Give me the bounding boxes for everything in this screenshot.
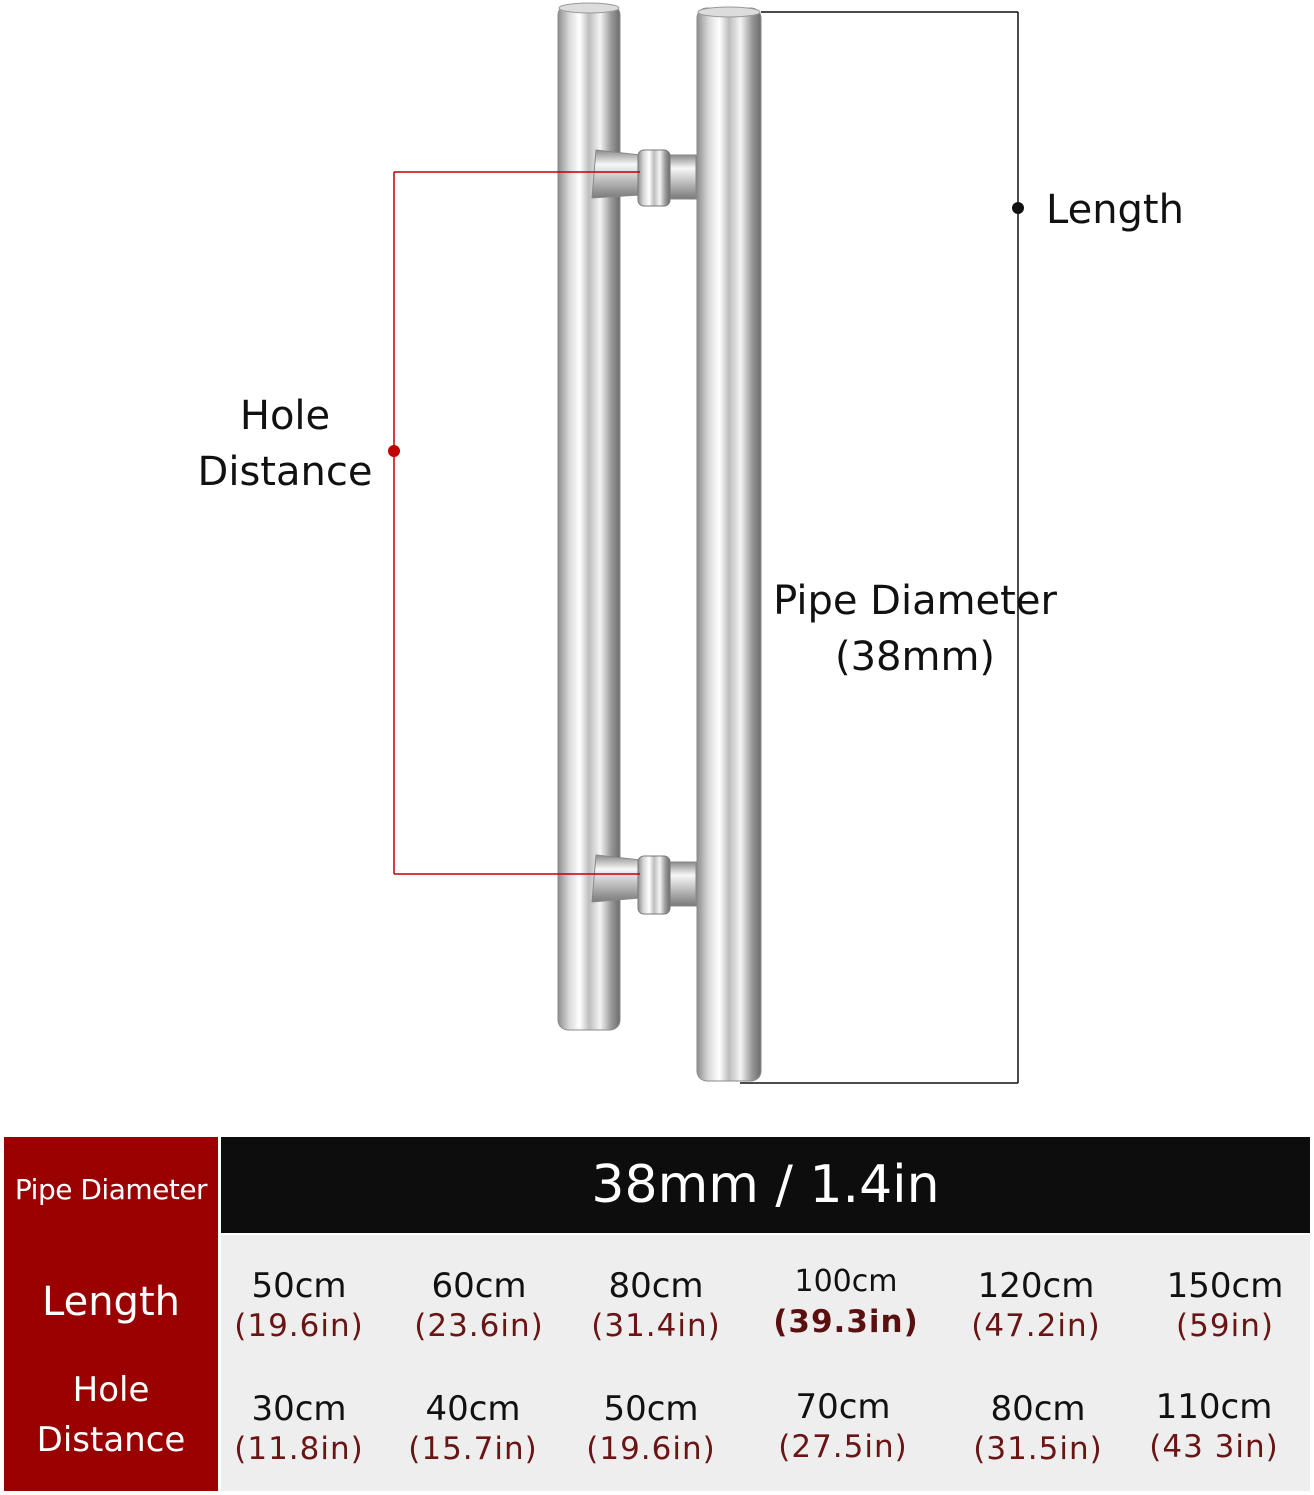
hole-distance-cell <box>753 1386 933 1466</box>
front-bar <box>697 7 761 1081</box>
hole-distance-cell <box>948 1388 1128 1468</box>
length-cm: 50cm <box>251 1266 347 1306</box>
pipe-diameter-label-line2: (38mm) <box>834 634 996 680</box>
length-cm: 60cm <box>431 1266 527 1306</box>
length-marker-dot <box>1012 202 1024 214</box>
pipe-diameter-label-line1: Pipe Diameter <box>773 578 1057 624</box>
hole-distance-cell <box>383 1388 563 1468</box>
length-in: (47.2in) <box>971 1308 1101 1344</box>
length-cm: 100cm <box>794 1264 898 1299</box>
length-dimension-line <box>740 12 1018 1083</box>
hole-distance-cell <box>561 1388 741 1468</box>
hole-distance-cm: 110cm <box>1155 1387 1273 1427</box>
pipe-diameter-label <box>760 573 1070 685</box>
hole-distance-cell <box>209 1388 389 1468</box>
length-label: Length <box>1046 187 1184 233</box>
row-label-hole-line2: Distance <box>36 1420 186 1460</box>
length-cm: 80cm <box>608 1266 704 1306</box>
length-cm: 150cm <box>1166 1266 1284 1306</box>
pipe-diameter-bar <box>221 1137 1310 1233</box>
spec-table-values <box>221 1235 1310 1491</box>
length-cell <box>946 1265 1126 1345</box>
length-in: (19.6in) <box>234 1308 364 1344</box>
row-label-hole-line1: Hole <box>72 1370 150 1410</box>
hole-distance-in: (11.8in) <box>234 1431 364 1467</box>
hole-distance-in: (19.6in) <box>586 1431 716 1467</box>
hole-distance-cm: 40cm <box>425 1389 521 1429</box>
pipe-diameter-value: 38mm / 1.4in <box>591 1155 940 1215</box>
spec-table-label-column <box>4 1137 218 1491</box>
length-in: (59in) <box>1176 1308 1274 1344</box>
length-cell <box>389 1265 569 1345</box>
row-label-length: Length <box>42 1279 180 1325</box>
hole-distance-marker-dot <box>388 445 400 457</box>
hole-distance-label <box>190 388 380 500</box>
hole-distance-label-line1: Hole <box>239 393 331 439</box>
hole-distance-cm: 80cm <box>990 1389 1086 1429</box>
row-label-pipe-diameter: Pipe Diameter <box>14 1173 208 1206</box>
hole-distance-cm: 70cm <box>795 1387 891 1427</box>
hole-distance-cm: 50cm <box>603 1389 699 1429</box>
length-in: (31.4in) <box>591 1308 721 1344</box>
row-label-hole-distance <box>4 1365 218 1465</box>
hole-distance-cm: 30cm <box>251 1389 347 1429</box>
length-cell <box>756 1261 936 1341</box>
length-cm: 120cm <box>977 1266 1095 1306</box>
length-cell <box>209 1265 389 1345</box>
hole-distance-in: (31.5in) <box>973 1431 1103 1467</box>
length-in: (39.3in) <box>773 1304 919 1340</box>
hole-distance-in: (15.7in) <box>408 1431 538 1467</box>
hole-distance-cell <box>1124 1386 1304 1466</box>
length-in: (23.6in) <box>414 1308 544 1344</box>
length-cell <box>1135 1265 1314 1345</box>
hole-distance-label-line2: Distance <box>197 449 373 495</box>
hole-distance-in: (27.5in) <box>778 1429 908 1465</box>
hole-distance-in: (43 3in) <box>1149 1429 1279 1465</box>
length-cell <box>566 1265 746 1345</box>
